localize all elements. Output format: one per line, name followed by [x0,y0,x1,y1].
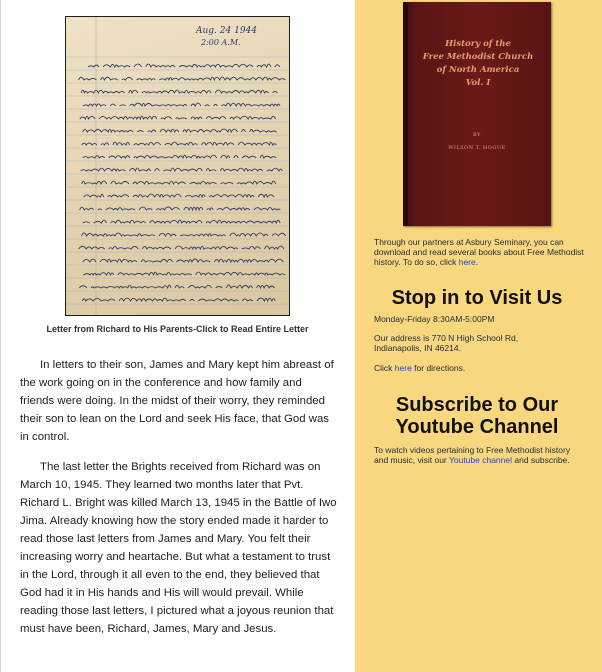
directions-link[interactable]: here [394,363,412,373]
books-intro-text [374,237,586,267]
paragraph-1: In letters to their son, James and Mary kept him abreast of the work going on in the conference and how family and friends were doing. In the midst of their worry, they reminded their son to lean on the Lord and seek His face, that God was in control. [20,359,334,443]
handwriting-line [80,207,281,210]
letter-caption[interactable]: Letter from Richard to His Parents-Click to Read Entire Letter [46,324,309,334]
books-intro-end: . [475,257,479,267]
address-line-1: Our address is 770 N High School Rd, [374,333,519,343]
book-title-line-3: of North America [436,65,520,75]
handwriting-line [81,168,283,171]
subscribe-heading [365,394,589,438]
handwriting-line [84,194,278,197]
letter-image[interactable] [65,16,290,316]
handwriting-line [80,116,276,119]
book-title-line-1: History of the [445,39,511,49]
handwriting-line [83,220,284,223]
handwriting-line [82,181,276,184]
video-end: and subscribe. [512,455,570,465]
handwriting-line [83,259,284,262]
letter-date: Aug. 24 1944 [196,26,257,36]
directions-pre: Click [374,363,395,373]
book-author: WILSON T. HOGUE [448,145,506,151]
subscribe-heading-line-1: Subscribe to Our [395,394,559,416]
handwriting-line [79,246,284,249]
video-text [374,445,586,465]
book-title [411,38,545,90]
book-cover-image[interactable] [403,2,551,226]
handwriting-line [79,77,286,80]
handwriting-line [81,90,277,93]
directions-text [374,363,586,373]
books-intro-copy: Through our partners at Asbury Seminary, you can download and read several books about Free Methodist history. To do so, click [374,237,584,267]
handwriting-line [83,103,280,106]
handwriting-line [84,272,286,275]
visit-heading: Stop in to Visit Us [391,287,563,309]
book-title-line-4: Vol. I [465,78,491,88]
address-line-2: Indianapolis, IN 46214. [374,343,461,353]
handwriting-line [83,298,276,301]
video-copy: To watch videos pertaining to Free Methodist history and music, visit our [374,445,571,465]
book-title-line-2: Free Methodist Church [422,52,534,62]
sidebar [355,0,602,672]
handwriting-line [88,64,280,67]
handwriting-line [82,233,286,236]
handwriting-line [83,155,276,158]
handwriting-line [79,285,278,288]
directions-post: for directions. [411,363,466,373]
address-text [374,333,586,353]
letter-time: 2:00 A.M. [201,38,241,47]
youtube-channel-link[interactable]: Youtube channel [448,455,512,465]
handwriting-line [82,142,281,145]
paragraph-2: The last letter the Brights received from Richard was on March 10, 1945. They learned two months later that Pvt. Richard L. Bright was killed March 13, 1945 in the Battle of Iwo Jima. Already knowing how the story ended made it harder to read those last letters from James and Mary. You felt their increasing worry and heartache. But what a testament to trust in the Lord, through it all even to the end, they believed that God had it in His hands and His will would prevail. While reading those last letters, I pictured what a joyous reunion that must have been, Richard, James, Mary and Jesus. [20,461,337,635]
books-download-link[interactable]: here [458,257,476,267]
subscribe-heading-line-2: Youtube Channel [395,416,559,438]
handwriting-drawing [66,17,290,316]
hours-text: Monday-Friday 8:30AM-5:00PM [374,314,495,324]
book-spine [403,2,408,226]
book-by: BY [473,132,481,138]
handwriting-line [83,129,277,132]
